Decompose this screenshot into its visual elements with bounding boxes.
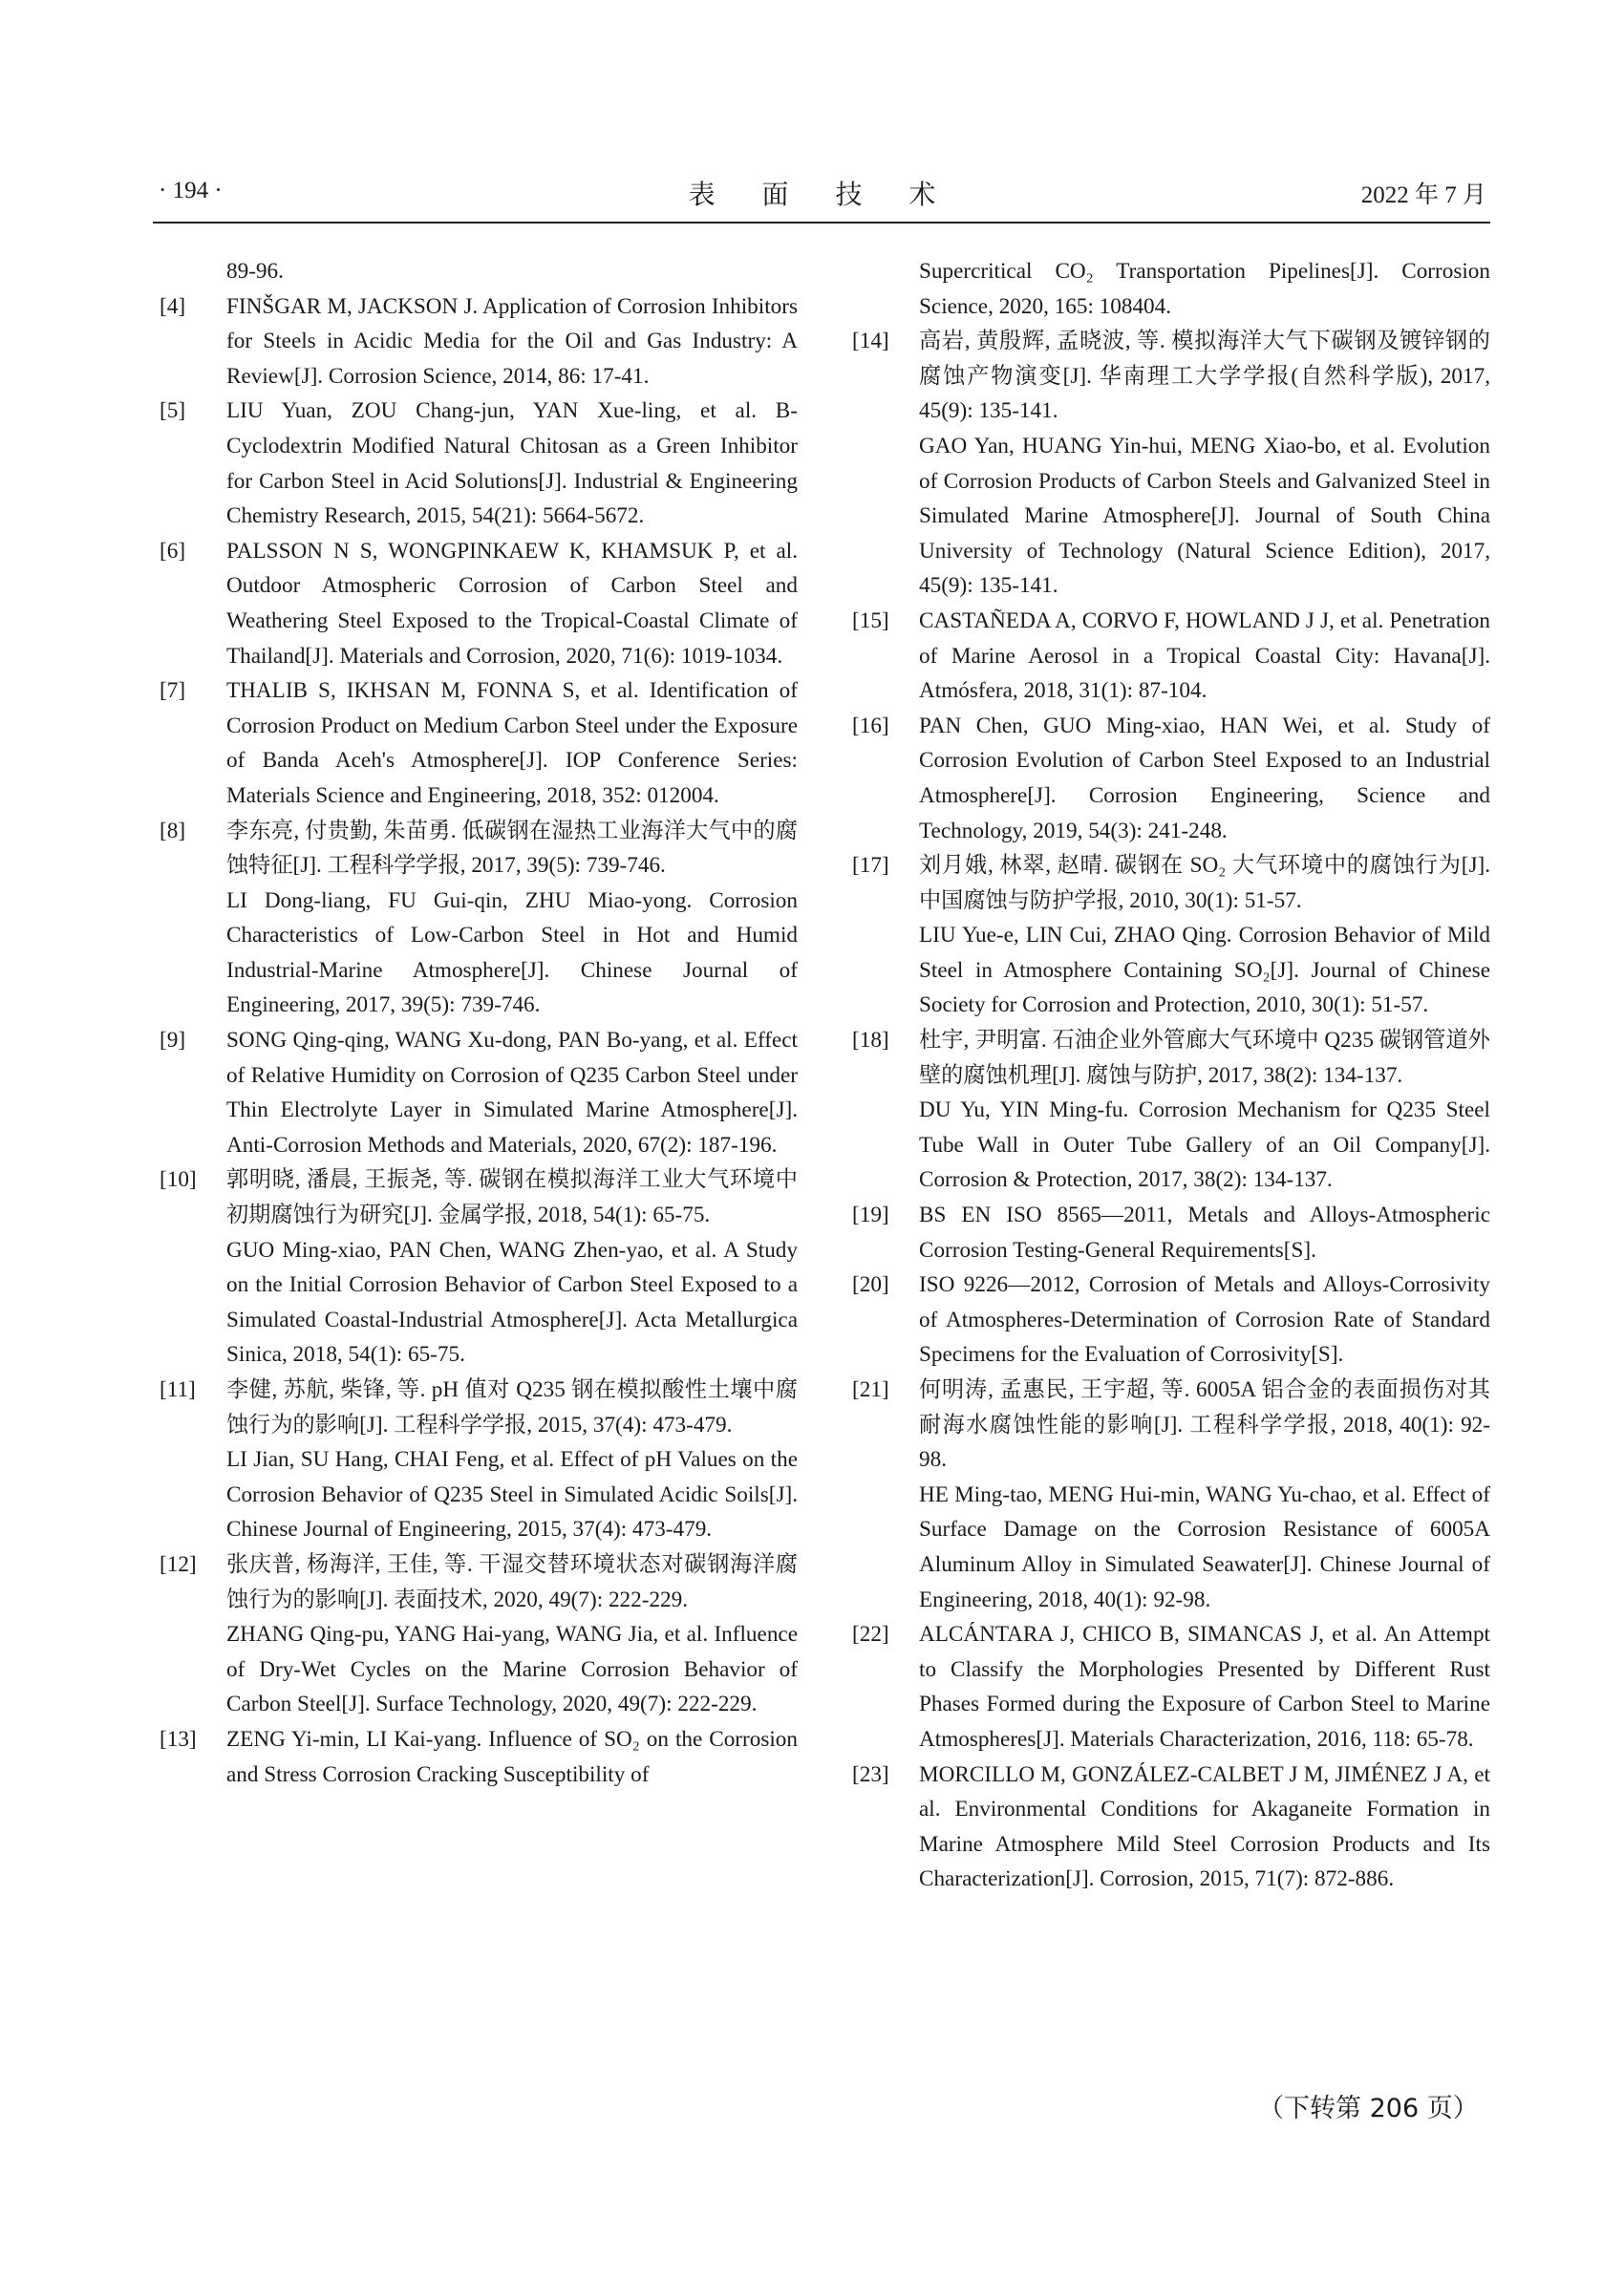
- reference-number: [9]: [160, 1028, 186, 1054]
- reference-entry: [845, 1373, 1490, 1617]
- reference-text: THALIB S, IKHSAN M, FONNA S, et al. Identification of Corrosion Product on Medium Carbon Steel under the Exposure of Banda Aceh's Atmosphere[J]. IOP Conference Series: Materials Science and Engineering, 2018, 352: 012004.: [226, 678, 798, 808]
- reference-entry: [153, 673, 798, 813]
- left-reference-column: [153, 254, 798, 1792]
- reference-text: GUO Ming-xiao, PAN Chen, WANG Zhen-yao, et al. A Study on the Initial Corrosion Behavior of Carbon Steel Exposed to a Simulated Coastal-Industrial Atmosphere[J]. Acta Metallurgica Sinica, 2018, 54(1): 65-75.: [226, 1237, 798, 1368]
- reference-text: HE Ming-tao, MENG Hui-min, WANG Yu-chao, et al. Effect of Surface Damage on the Corrosion Resistance of 6005A Aluminum Alloy in Simulated Seawater[J]. Chinese Journal of Engineering, 2018, 40(1): 92-98.: [919, 1481, 1490, 1612]
- reference-text: ALCÁNTARA J, CHICO B, SIMANCAS J, et al. An Attempt to Classify the Morphologies Presented by Different Rust Phases Formed during the Exposure of Carbon Steel to Marine Atmospheres[J]. Materials Characterization, 2016, 118: 65-78.: [919, 1622, 1490, 1752]
- reference-number: [6]: [160, 538, 186, 564]
- reference-text: PAN Chen, GUO Ming-xiao, HAN Wei, et al. Study of Corrosion Evolution of Carbon Steel Exposed to an Industrial Atmosphere[J]. Corrosion Engineering, Science and Technology, 2019, 54(3): 241-248.: [919, 713, 1490, 843]
- reference-number: [11]: [160, 1377, 196, 1402]
- journal-title: 表 面 技 术: [688, 179, 955, 210]
- reference-entry: [153, 1162, 798, 1373]
- reference-text: GAO Yan, HUANG Yin-hui, MENG Xiao-bo, et al. Evolution of Corrosion Products of Carbon Steels and Galvanized Steel in Simulated Marine Atmosphere[J]. Journal of South China University of Technology (Natural Science Edition), 2017, 45(9): 135-141.: [919, 433, 1490, 599]
- reference-text: ZHANG Qing-pu, YANG Hai-yang, WANG Jia, et al. Influence of Dry-Wet Cycles on the Marine Corrosion Behavior of Carbon Steel[J]. Surface Technology, 2020, 49(7): 222-229.: [226, 1622, 798, 1717]
- reference-entry: [153, 394, 798, 533]
- reference-text: SONG Qing-qing, WANG Xu-dong, PAN Bo-yang, et al. Effect of Relative Humidity on Corrosion of Q235 Carbon Steel under Thin Electrolyte Layer in Simulated Marine Atmosphere[J]. Anti-Corrosion Methods and Materials, 2020, 67(2): 187-196.: [226, 1028, 798, 1158]
- reference-number: [16]: [852, 713, 889, 738]
- reference-entry: [153, 1547, 798, 1722]
- reference-number: [12]: [160, 1551, 197, 1577]
- reference-number: [8]: [160, 818, 186, 843]
- continued-on-page-note: （下转第 206 页）: [1258, 2094, 1479, 2123]
- reference-entry: [153, 1722, 798, 1792]
- reference-text: 何明涛, 孟惠民, 王宇超, 等. 6005A 铝合金的表面损伤对其耐海水腐蚀性能的影响[J]. 工程科学学报, 2018, 40(1): 92-98.: [919, 1377, 1490, 1473]
- reference-number: [14]: [852, 329, 889, 354]
- reference-text: LIU Yue-e, LIN Cui, ZHAO Qing. Corrosion Behavior of Mild Steel in Atmosphere Containing SO₂[J]. Journal of Chinese Society for Corrosion and Protection, 2010, 30(1): 51-57.: [919, 923, 1490, 1018]
- reference-number: [19]: [852, 1203, 889, 1228]
- reference-text: LI Jian, SU Hang, CHAI Feng, et al. Effect of pH Values on the Corrosion Behavior of Q235 Steel in Simulated Acidic Soils[J]. Chinese Journal of Engineering, 2015, 37(4): 473-479.: [226, 1447, 798, 1543]
- right-reference-column: [845, 254, 1490, 1897]
- reference-text: 郭明晓, 潘晨, 王振尧, 等. 碳钢在模拟海洋工业大气环境中初期腐蚀行为研究[J]. 金属学报, 2018, 54(1): 65-75.: [226, 1167, 798, 1228]
- reference-text: CASTAÑEDA A, CORVO F, HOWLAND J J, et al. Penetration of Marine Aerosol in a Tropical Coastal City: Havana[J]. Atmósfera, 2018, 31(1): 87-104.: [919, 607, 1490, 704]
- reference-text: 刘月娥, 林翠, 赵晴. 碳钢在 SO₂ 大气环境中的腐蚀行为[J]. 中国腐蚀与防护学报, 2010, 30(1): 51-57.: [919, 853, 1490, 913]
- reference-number: [5]: [160, 398, 186, 424]
- reference-entry: [845, 709, 1490, 848]
- reference-entry: [845, 1268, 1490, 1373]
- reference-entry: [153, 534, 798, 673]
- reference-text: DU Yu, YIN Ming-fu. Corrosion Mechanism for Q235 Steel Tube Wall in Outer Tube Gallery of an Oil Company[J]. Corrosion & Protection, 2017, 38(2): 134-137.: [919, 1097, 1490, 1193]
- reference-entry: [845, 848, 1490, 1023]
- reference-entry: [153, 289, 798, 394]
- reference-entry: [845, 1617, 1490, 1757]
- reference-text: FINŠGAR M, JACKSON J. Application of Corrosion Inhibitors for Steels in Acidic Media for the Oil and Gas Industry: A Review[J]. Corrosion Science, 2014, 86: 17-41.: [226, 293, 798, 389]
- reference-number: [15]: [852, 607, 889, 633]
- reference-entry: [845, 604, 1490, 709]
- reference-text: LI Dong-liang, FU Gui-qin, ZHU Miao-yong. Corrosion Characteristics of Low-Carbon Steel in Hot and Humid Industrial-Marine Atmosphere[J]. Chinese Journal of Engineering, 2017, 39(5): 739-746.: [226, 887, 798, 1018]
- reference-text: LIU Yuan, ZOU Chang-jun, YAN Xue-ling, et al. B-Cyclodextrin Modified Natural Chitosan as a Green Inhibitor for Carbon Steel in Acid Solutions[J]. Industrial & Engineering Chemistry Research, 2015, 54(21): 5664-5672.: [226, 398, 798, 529]
- reference-number: [20]: [852, 1272, 889, 1298]
- reference-number: [23]: [852, 1761, 889, 1787]
- reference-number: [17]: [852, 853, 889, 879]
- issue-date: 2022 年 7 月: [1360, 182, 1486, 208]
- running-header: [153, 172, 1490, 224]
- reference-text: 杜宇, 尹明富. 石油企业外管廊大气环境中 Q235 碳钢管道外壁的腐蚀机理[J]. 腐蚀与防护, 2017, 38(2): 134-137.: [919, 1028, 1490, 1088]
- reference-entry: [845, 1758, 1490, 1897]
- reference-number: [13]: [160, 1726, 197, 1752]
- reference-text: 高岩, 黄殷辉, 孟晓波, 等. 模拟海洋大气下碳钢及镀锌钢的腐蚀产物演变[J]. 华南理工大学学报(自然科学版), 2017, 45(9): 135-141.: [919, 329, 1490, 424]
- reference-text: 张庆普, 杨海洋, 王佳, 等. 干湿交替环境状态对碳钢海洋腐蚀行为的影响[J]. 表面技术, 2020, 49(7): 222-229.: [226, 1551, 798, 1612]
- reference-number: [7]: [160, 678, 186, 704]
- reference-entry: [845, 1023, 1490, 1198]
- continued-reference: 89-96.: [226, 259, 284, 284]
- reference-number: [10]: [160, 1167, 197, 1193]
- reference-text: 李东亮, 付贵勤, 朱苗勇. 低碳钢在湿热工业海洋大气中的腐蚀特征[J]. 工程科学学报, 2017, 39(5): 739-746.: [226, 818, 798, 879]
- continued-reference: Supercritical CO₂ Transportation Pipelines[J]. Corrosion Science, 2020, 165: 108404.: [919, 259, 1490, 319]
- reference-text: 李健, 苏航, 柴锋, 等. pH 值对 Q235 钢在模拟酸性土壤中腐蚀行为的影响[J]. 工程科学学报, 2015, 37(4): 473-479.: [226, 1377, 798, 1438]
- reference-number: [4]: [160, 293, 186, 319]
- reference-number: [21]: [852, 1377, 889, 1402]
- reference-text: ZENG Yi-min, LI Kai-yang. Influence of SO₂ on the Corrosion and Stress Corrosion Cracking Susceptibility of: [226, 1726, 798, 1787]
- reference-text: PALSSON N S, WONGPINKAEW K, KHAMSUK P, et al. Outdoor Atmospheric Corrosion of Carbon Steel and Weathering Steel Exposed to the Tropical-Coastal Climate of Thailand[J]. Materials and Corrosion, 2020, 71(6): 1019-1034.: [226, 538, 798, 669]
- reference-entry: [153, 1373, 798, 1547]
- reference-entry: [153, 814, 798, 1024]
- reference-text: ISO 9226—2012, Corrosion of Metals and Alloys-Corrosivity of Atmospheres-Determination of Corrosion Rate of Standard Specimens for the Evaluation of Corrosivity[S].: [919, 1272, 1490, 1368]
- reference-entry: [845, 324, 1490, 604]
- reference-number: [18]: [852, 1028, 889, 1054]
- reference-number: [22]: [852, 1622, 889, 1648]
- reference-entry: [845, 1198, 1490, 1268]
- reference-text: MORCILLO M, GONZÁLEZ-CALBET J M, JIMÉNEZ J A, et al. Environmental Conditions for Akaganeite Formation in Marine Atmosphere Mild Steel Corrosion Products and Its Characterization[J]. Corrosion, 2015, 71(7): 872-886.: [919, 1761, 1490, 1892]
- page-number: · 194 ·: [159, 178, 223, 203]
- reference-text: BS EN ISO 8565—2011, Metals and Alloys-Atmospheric Corrosion Testing-General Requirements[S].: [919, 1203, 1490, 1263]
- reference-entry: [153, 1023, 798, 1162]
